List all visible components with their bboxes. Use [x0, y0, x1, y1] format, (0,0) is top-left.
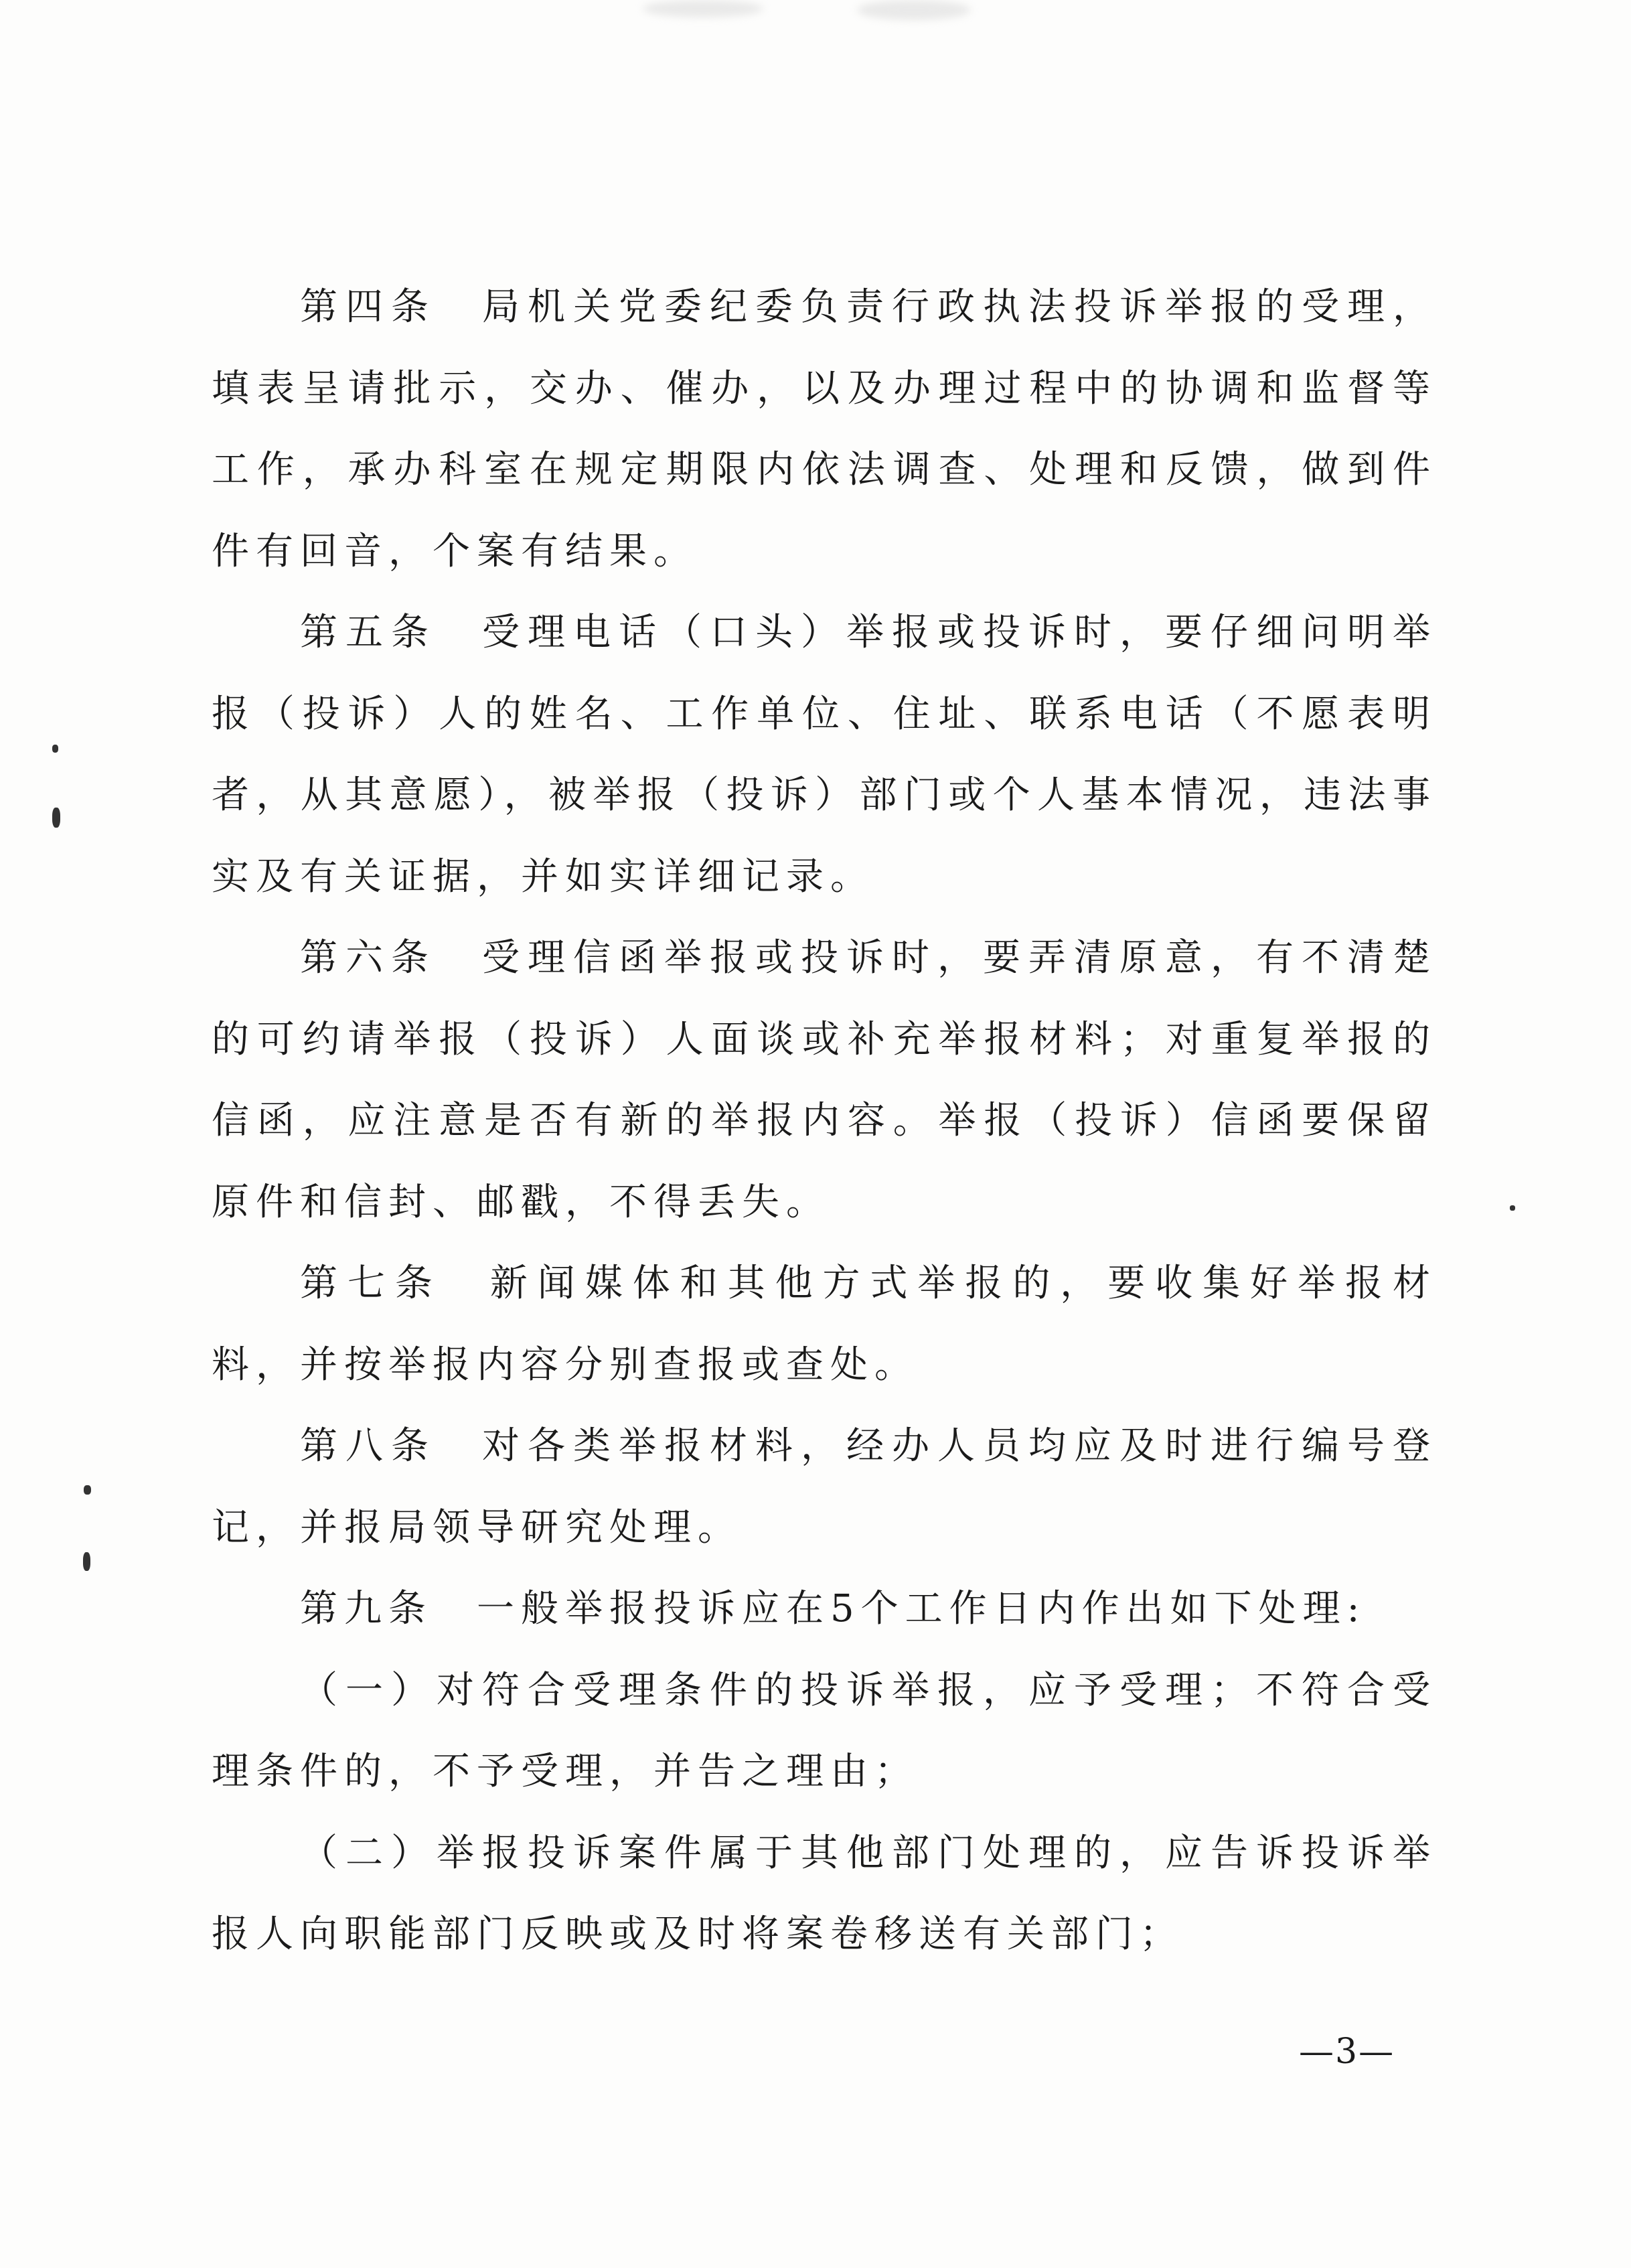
scan-speck [52, 745, 58, 753]
document-body [212, 267, 1437, 1975]
article-8-paragraph: 第八条 对各类举报材料，经办人员均应及时进行编号登记，并报局领导研究处理。 [212, 1424, 1437, 1549]
article-5-paragraph: 第五条 受理电话（口头）举报或投诉时，要仔细问明举报（投诉）人的姓名、工作单位、住址、联系电话（不愿表明者，从其意愿），被举报（投诉）部门或个人基本情况，违法事实及有关证据，并如实详细记录。 [212, 611, 1437, 899]
scan-speck [84, 1485, 91, 1495]
article-6-paragraph: 第六条 受理信函举报或投诉时，要弄清原意，有不清楚的可约请举报（投诉）人面谈或补充举报材料；对重复举报的信函，应注意是否有新的举报内容。举报（投诉）信函要保留原件和信封、邮戳，不得丢失。 [212, 936, 1437, 1224]
article-9-item-2: （二）举报投诉案件属于其他部门处理的，应告诉投诉举报人向职能部门反映或及时将案卷移送有关部门； [212, 1831, 1437, 1956]
scan-smudge-top-left [643, 0, 763, 17]
article-4-paragraph: 第四条 局机关党委纪委负责行政执法投诉举报的受理，填表呈请批示，交办、催办，以及办理过程中的协调和监督等工作，承办科室在规定期限内依法调查、处理和反馈，做到件件有回音，个案有结果。 [212, 285, 1437, 573]
article-7-paragraph: 第七条 新闻媒体和其他方式举报的，要收集好举报材料，并按举报内容分别查报或查处。 [212, 1262, 1437, 1387]
scan-speck [1510, 1205, 1515, 1211]
page-number: —3— [1299, 2032, 1395, 2072]
scan-smudge-top-right [857, 0, 971, 20]
article-9-paragraph: 第九条 一般举报投诉应在5个工作日内作出如下处理: [300, 1587, 1367, 1631]
article-9-item-1: （一）对符合受理条件的投诉举报，应予受理；不符合受理条件的，不予受理，并告之理由； [212, 1668, 1437, 1793]
scan-speck [83, 1552, 90, 1571]
scan-speck [52, 808, 60, 828]
